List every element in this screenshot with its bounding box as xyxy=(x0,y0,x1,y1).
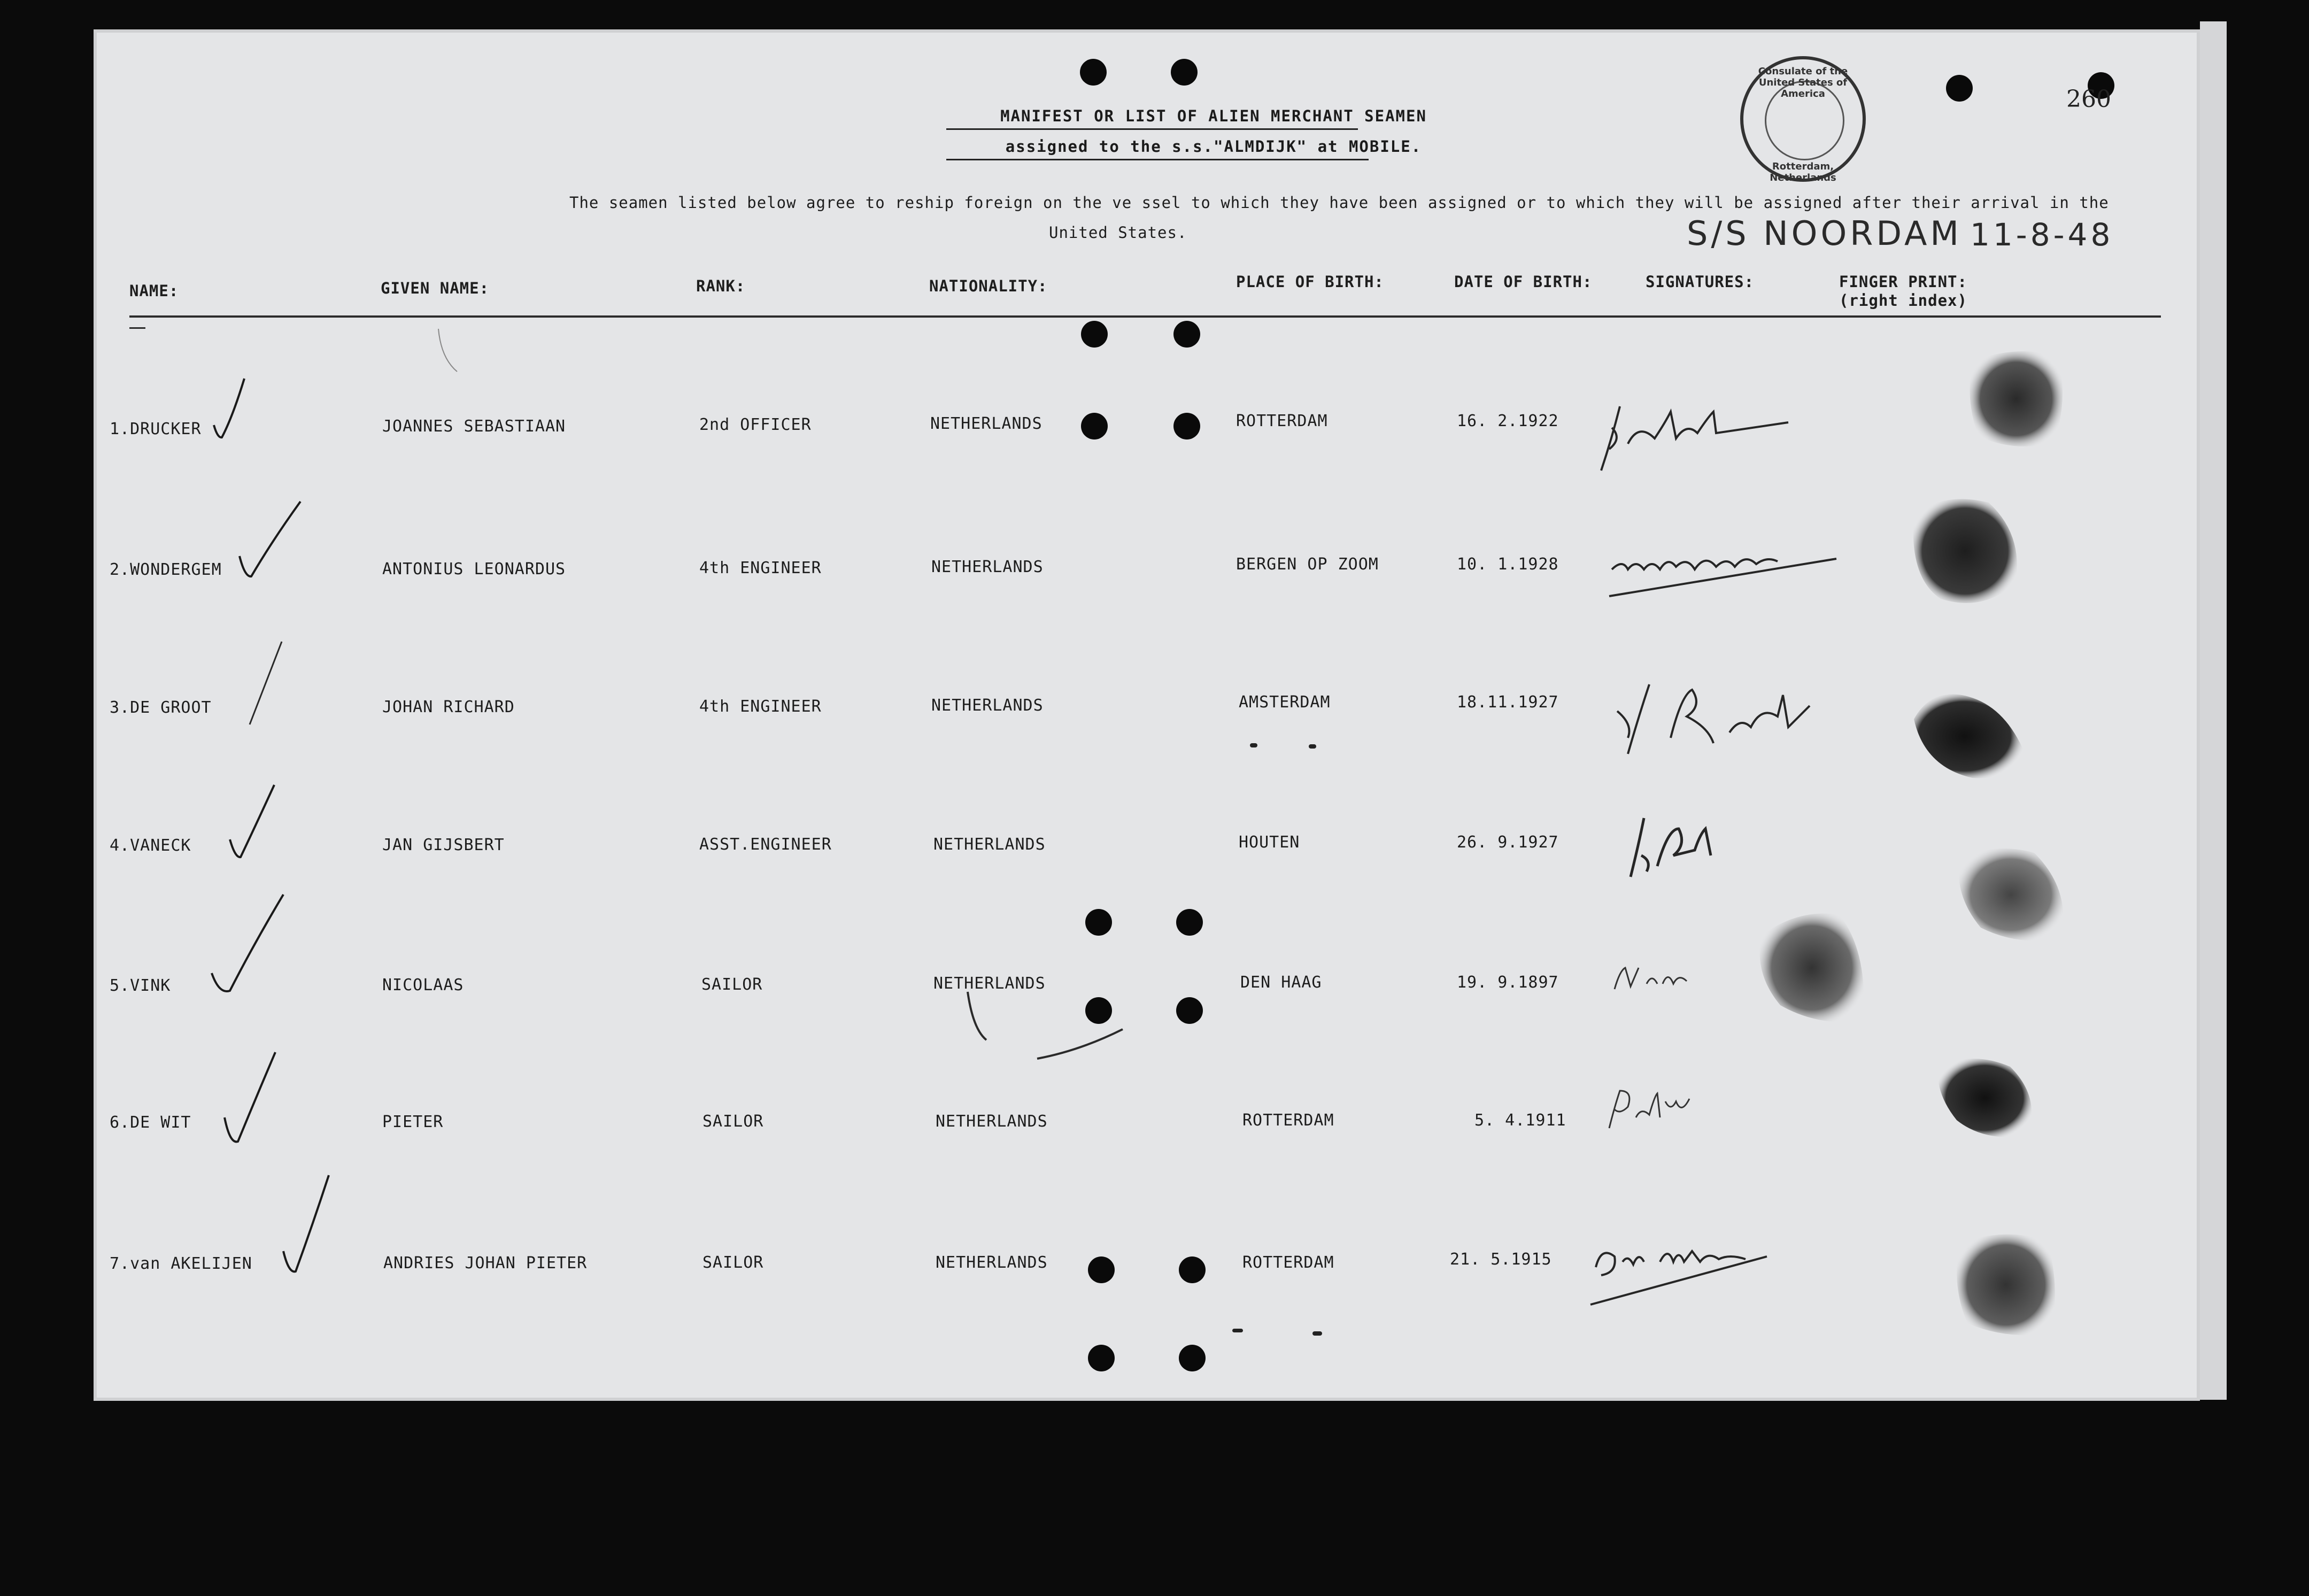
header-place-of-birth: PLACE OF BIRTH: xyxy=(1236,273,1384,291)
row-place-of-birth: HOUTEN xyxy=(1239,833,1300,852)
punch-hole xyxy=(1179,1345,1206,1371)
row-name: 1.DRUCKER xyxy=(110,420,202,438)
row-given-name: PIETER xyxy=(382,1113,444,1131)
row-nationality: NETHERLANDS xyxy=(936,1253,1048,1272)
row-date-of-birth: 19. 9.1897 xyxy=(1457,973,1559,992)
punch-hole xyxy=(1088,1256,1115,1283)
header-nationality: NATIONALITY: xyxy=(929,277,1048,295)
row-date-of-birth: 18.11.1927 xyxy=(1457,693,1559,712)
signature-image xyxy=(1585,1230,1778,1310)
fingerprint-image xyxy=(1903,492,2026,610)
row-date-of-birth: 21. 5.1915 xyxy=(1450,1250,1552,1269)
row-name: 7.van AKELIJEN xyxy=(110,1254,252,1273)
vessel-annotation: S/S NOORDAM xyxy=(1687,214,1962,253)
punch-hole xyxy=(1081,413,1108,440)
row-name: 6.DE WIT xyxy=(110,1113,191,1132)
check-mark-icon xyxy=(227,781,281,866)
row-given-name: NICOLAAS xyxy=(382,976,464,994)
punch-hole xyxy=(1176,997,1203,1024)
ink-mark xyxy=(1250,743,1257,747)
row-rank: ASST.ENGINEER xyxy=(699,835,832,854)
page-number: 260 xyxy=(2066,86,2111,113)
pencil-mark xyxy=(436,326,462,374)
check-mark-icon xyxy=(211,374,249,444)
row-place-of-birth: DEN HAAG xyxy=(1240,973,1322,992)
punch-hole xyxy=(1176,909,1203,936)
header-signatures: SIGNATURES: xyxy=(1646,273,1755,291)
row-name: 2.WONDERGEM xyxy=(110,560,222,579)
ink-mark xyxy=(1309,744,1316,749)
punch-hole xyxy=(1173,321,1200,348)
fingerprint-image xyxy=(1909,687,2032,783)
row-name: 4.VANECK xyxy=(110,836,191,855)
row-given-name: JOANNES SEBASTIAAN xyxy=(382,417,566,436)
header-name: NAME: xyxy=(129,282,179,300)
row-given-name: ANDRIES JOHAN PIETER xyxy=(383,1254,588,1273)
fingerprint-image xyxy=(1962,345,2069,452)
row-date-of-birth: 5. 4.1911 xyxy=(1474,1111,1566,1130)
header-finger-print-sub: (right index) xyxy=(1839,291,1967,310)
row-rank: 2nd OFFICER xyxy=(699,415,812,434)
fingerprint-image xyxy=(1954,842,2077,946)
punch-hole xyxy=(1080,59,1107,86)
row-name: 5.VINK xyxy=(110,976,171,995)
signature-image xyxy=(1590,390,1794,476)
header-rule xyxy=(129,315,2161,318)
row-nationality: NETHERLANDS xyxy=(931,696,1044,715)
row-rank: 4th ENGINEER xyxy=(699,697,822,716)
header-given-name: GIVEN NAME: xyxy=(381,279,490,297)
punch-hole xyxy=(1081,321,1108,348)
fingerprint-image xyxy=(1951,1227,2064,1339)
row-nationality: NETHERLANDS xyxy=(936,1112,1048,1131)
row-rank: SAILOR xyxy=(702,1112,764,1131)
check-mark-icon xyxy=(235,497,305,588)
header-finger-print: FINGER PRINT: xyxy=(1839,273,1967,291)
signature-image xyxy=(1604,1085,1695,1134)
signature-image xyxy=(1609,962,1695,994)
stray-ink-mark xyxy=(962,986,1133,1067)
signature-image xyxy=(1620,807,1716,882)
fingerprint-image xyxy=(1754,909,1871,1027)
fingerprint-image xyxy=(1935,1051,2042,1142)
row-date-of-birth: 16. 2.1922 xyxy=(1457,412,1559,430)
ink-mark xyxy=(1312,1331,1322,1336)
row-given-name: ANTONIUS LEONARDUS xyxy=(382,560,566,579)
check-mark-icon xyxy=(243,636,286,727)
row-rank: 4th ENGINEER xyxy=(699,559,822,577)
row-place-of-birth: ROTTERDAM xyxy=(1236,412,1328,430)
consulate-seal xyxy=(1740,56,1866,182)
row-nationality: NETHERLANDS xyxy=(933,835,1046,854)
rule-mark xyxy=(129,327,145,329)
punch-hole xyxy=(1088,1345,1115,1371)
punch-hole xyxy=(1085,909,1112,936)
check-mark-icon xyxy=(208,890,289,997)
sheet-edge xyxy=(2200,21,2227,1400)
intro-line-1: The seamen listed below agree to reship foreign on the ve ssel to which they have been assigned or to which they will be assigned after their arrival in the xyxy=(569,194,2109,212)
row-nationality: NETHERLANDS xyxy=(930,414,1042,433)
row-nationality: NETHERLANDS xyxy=(931,558,1044,576)
subtitle-underline xyxy=(946,159,1369,160)
row-given-name: JOHAN RICHARD xyxy=(382,698,515,716)
punch-hole xyxy=(1946,75,1973,102)
row-given-name: JAN GIJSBERT xyxy=(382,836,505,854)
row-place-of-birth: AMSTERDAM xyxy=(1239,693,1331,712)
title-underline xyxy=(946,128,1358,130)
check-mark-icon xyxy=(222,1048,281,1150)
seal-top-text: Consulate of the United States of America xyxy=(1758,66,1848,99)
punch-hole xyxy=(1171,59,1198,86)
manifest-title: MANIFEST OR LIST OF ALIEN MERCHANT SEAMEN xyxy=(1000,107,1427,125)
signature-image xyxy=(1607,674,1820,759)
intro-line-2: United States. xyxy=(1049,223,1187,242)
manifest-subtitle: assigned to the s.s."ALMDIJK" at MOBILE. xyxy=(1005,137,1422,156)
row-rank: SAILOR xyxy=(702,1253,764,1272)
row-date-of-birth: 26. 9.1927 xyxy=(1457,833,1559,852)
signature-image xyxy=(1607,537,1842,602)
check-mark-icon xyxy=(281,1171,334,1278)
header-date-of-birth: DATE OF BIRTH: xyxy=(1454,273,1593,291)
ink-mark xyxy=(1232,1329,1243,1332)
seal-bottom-text: Rotterdam, Netherlands xyxy=(1770,161,1836,183)
row-nationality: NETHERLANDS xyxy=(933,974,1046,993)
punch-hole xyxy=(1179,1256,1206,1283)
header-rank: RANK: xyxy=(696,277,746,295)
row-name: 3.DE GROOT xyxy=(110,698,212,717)
row-date-of-birth: 10. 1.1928 xyxy=(1457,555,1559,574)
punch-hole xyxy=(1173,413,1200,440)
row-place-of-birth: BERGEN OP ZOOM xyxy=(1236,555,1379,574)
row-rank: SAILOR xyxy=(701,975,763,994)
row-place-of-birth: ROTTERDAM xyxy=(1242,1253,1334,1272)
row-place-of-birth: ROTTERDAM xyxy=(1242,1111,1334,1130)
date-annotation: 11-8-48 xyxy=(1970,217,2114,253)
